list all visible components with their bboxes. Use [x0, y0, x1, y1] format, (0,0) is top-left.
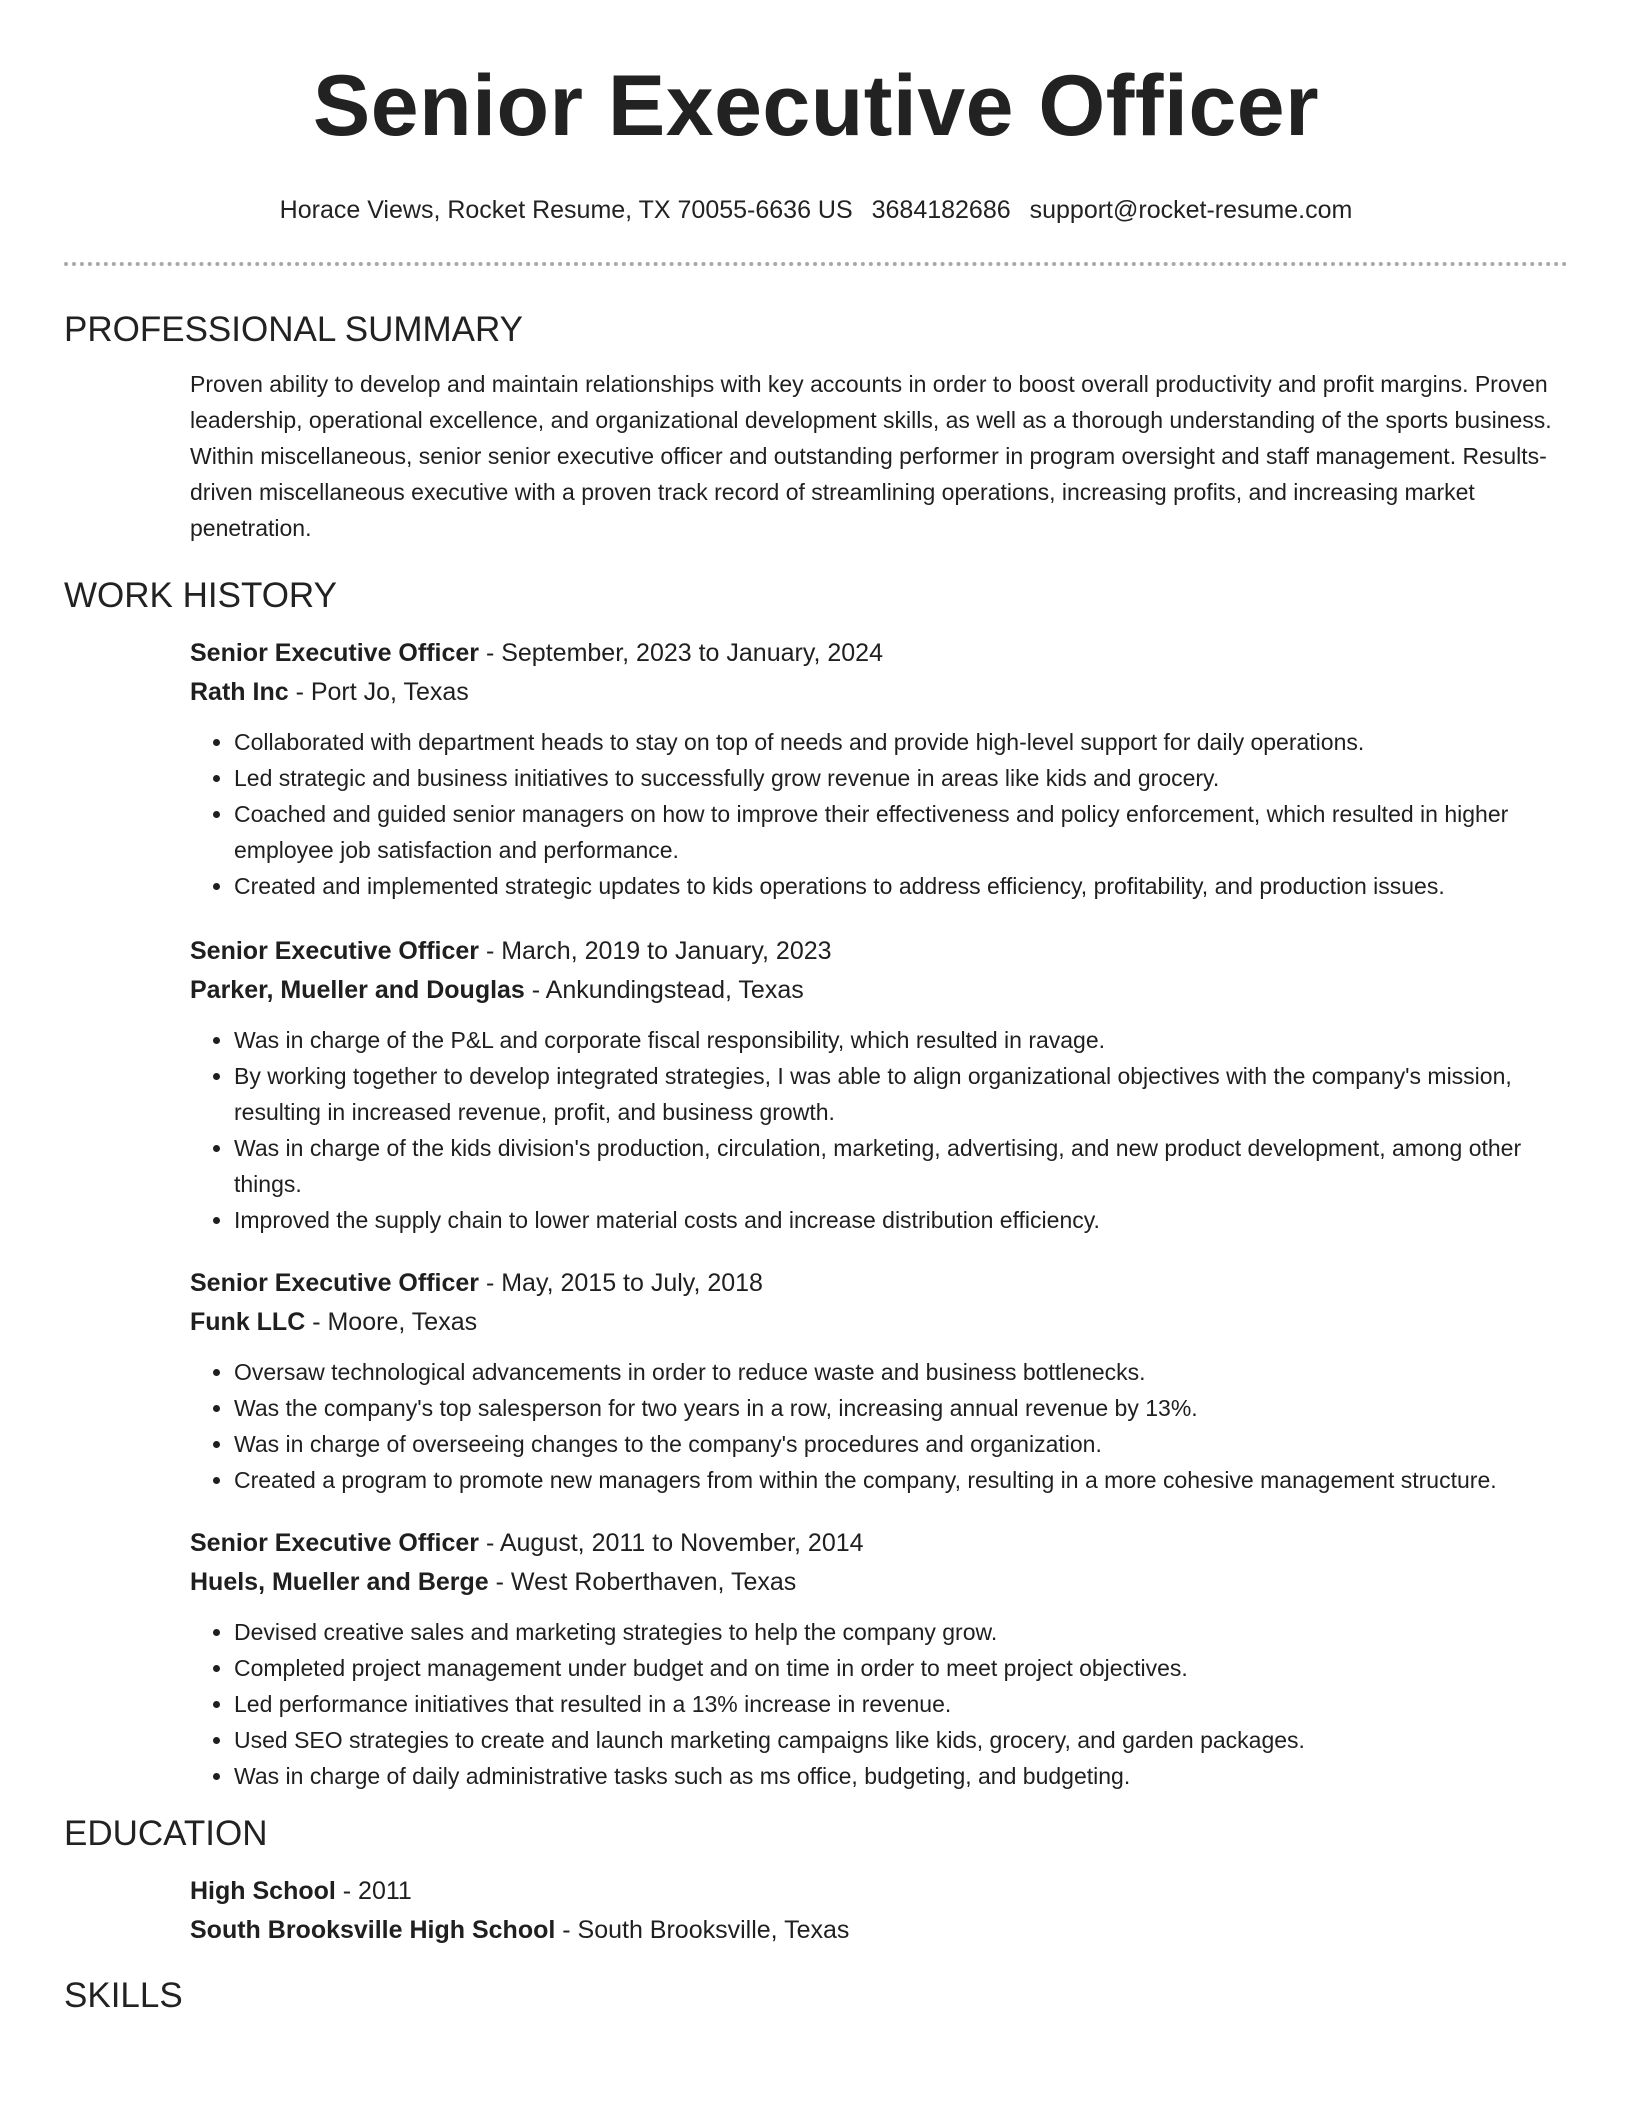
job-company: Funk LLC [190, 1308, 306, 1336]
education-heading: EDUCATION [64, 1814, 268, 1853]
job-bullet: • Was in charge of daily administrative tasks such as ms office, budgeting, and budgeting. [234, 1758, 1568, 1794]
job-company-line [190, 971, 1568, 1010]
resume-header [0, 0, 1632, 226]
job-bullet: • Led performance initiatives that resulted in a 13% increase in revenue. [234, 1686, 1568, 1722]
job-role: Senior Executive Officer [190, 937, 480, 965]
job-bullet: • Improved the supply chain to lower material costs and increase distribution efficiency. [234, 1202, 1568, 1238]
job-dates: - August, 2011 to November, 2014 [479, 1529, 864, 1557]
job-bullet: • By working together to develop integrated strategies, I was able to align organizational objectives with the company's mission, resulting in increased revenue, profit, and business growth. [234, 1058, 1568, 1130]
job-company-line [190, 1303, 1568, 1342]
job-dates: - March, 2019 to January, 2023 [479, 937, 832, 965]
contact-phone: 3684182686 [871, 196, 1011, 224]
job-bullet: • Completed project management under budget and on time in order to meet project objectives. [234, 1650, 1568, 1686]
job-bullet: • Was in charge of the kids division's production, circulation, marketing, advertising, and new product development, among other things. [234, 1130, 1568, 1202]
job-bullets [190, 724, 1568, 904]
job-title-line [190, 1264, 1568, 1303]
job-location: - West Roberthaven, Texas [488, 1568, 797, 1596]
education-year: - 2011 [335, 1877, 412, 1905]
job-bullet: • Created and implemented strategic updates to kids operations to address efficiency, profitability, and production issues. [234, 868, 1568, 904]
summary-section [0, 308, 1632, 546]
education-school: South Brooksville High School [190, 1916, 556, 1944]
header-divider [64, 262, 1568, 266]
job-bullet: • Was in charge of the P&L and corporate fiscal responsibility, which resulted in ravage. [234, 1022, 1568, 1058]
job-dates: - May, 2015 to July, 2018 [479, 1269, 763, 1297]
job-title-line [190, 932, 1568, 971]
contact-line [0, 194, 1632, 226]
summary-text: Proven ability to develop and maintain relationships with key accounts in order to boost overall productivity and profit margins. Proven leadership, operational excellence, and organizational development skills, as well as a thorough understanding of the sports business. Within miscellaneous, senior senior executive officer and outstanding performer in program oversight and staff management. Results-driven miscellaneous executive with a proven track record of streamlining operations, increasing profits, and increasing market penetration. [190, 371, 1552, 541]
candidate-name: Senior Executive Officer [312, 58, 1320, 154]
contact-address: Horace Views, Rocket Resume, TX 70055-6636 US [279, 196, 853, 224]
job-bullet: • Coached and guided senior managers on how to improve their effectiveness and policy enforcement, which resulted in higher employee job satisfaction and performance. [234, 796, 1568, 868]
job-entry [64, 1264, 1568, 1498]
job-title-line [190, 1524, 1568, 1563]
summary-heading: PROFESSIONAL SUMMARY [64, 310, 523, 349]
education-location: - South Brooksville, Texas [555, 1916, 850, 1944]
job-location: - Port Jo, Texas [288, 678, 469, 706]
job-company-line [190, 1563, 1568, 1602]
job-bullet: • Created a program to promote new managers from within the company, resulting in a more cohesive management structure. [234, 1462, 1568, 1498]
job-title-line [190, 634, 1568, 673]
job-bullets [190, 1354, 1568, 1498]
job-bullet: • Was in charge of overseeing changes to the company's procedures and organization. [234, 1426, 1568, 1462]
work-history-section [0, 574, 1632, 1794]
job-bullets [190, 1022, 1568, 1238]
job-bullet: • Used SEO strategies to create and launch marketing campaigns like kids, grocery, and garden packages. [234, 1722, 1568, 1758]
job-dates: - September, 2023 to January, 2024 [479, 639, 883, 667]
job-company: Parker, Mueller and Douglas [190, 976, 525, 1004]
job-bullet: • Led strategic and business initiatives to successfully grow revenue in areas like kids and grocery. [234, 760, 1568, 796]
summary-body [64, 366, 1568, 546]
job-company: Huels, Mueller and Berge [190, 1568, 489, 1596]
job-location: - Ankundingstead, Texas [524, 976, 804, 1004]
education-degree: High School [190, 1877, 336, 1905]
education-degree-line [190, 1872, 1568, 1911]
job-bullet: • Collaborated with department heads to stay on top of needs and provide high-level support for daily operations. [234, 724, 1568, 760]
job-entry [64, 932, 1568, 1238]
job-entry [64, 1524, 1568, 1794]
job-entry [64, 634, 1568, 904]
job-location: - Moore, Texas [305, 1308, 478, 1336]
skills-heading: SKILLS [64, 1976, 183, 2015]
job-bullet: • Oversaw technological advancements in order to reduce waste and business bottlenecks. [234, 1354, 1568, 1390]
education-entry [64, 1872, 1568, 1950]
education-section [0, 1812, 1632, 1950]
job-company: Rath Inc [190, 678, 289, 706]
job-bullet: • Devised creative sales and marketing strategies to help the company grow. [234, 1614, 1568, 1650]
job-bullets [190, 1614, 1568, 1794]
job-bullet: • Was the company's top salesperson for two years in a row, increasing annual revenue by 13%. [234, 1390, 1568, 1426]
work-history-heading: WORK HISTORY [64, 576, 337, 615]
job-role: Senior Executive Officer [190, 1529, 480, 1557]
job-role: Senior Executive Officer [190, 639, 480, 667]
contact-email: support@rocket-resume.com [1029, 196, 1353, 224]
education-school-line [190, 1911, 1568, 1950]
skills-section [0, 1974, 1632, 2018]
job-company-line [190, 673, 1568, 712]
job-role: Senior Executive Officer [190, 1269, 480, 1297]
